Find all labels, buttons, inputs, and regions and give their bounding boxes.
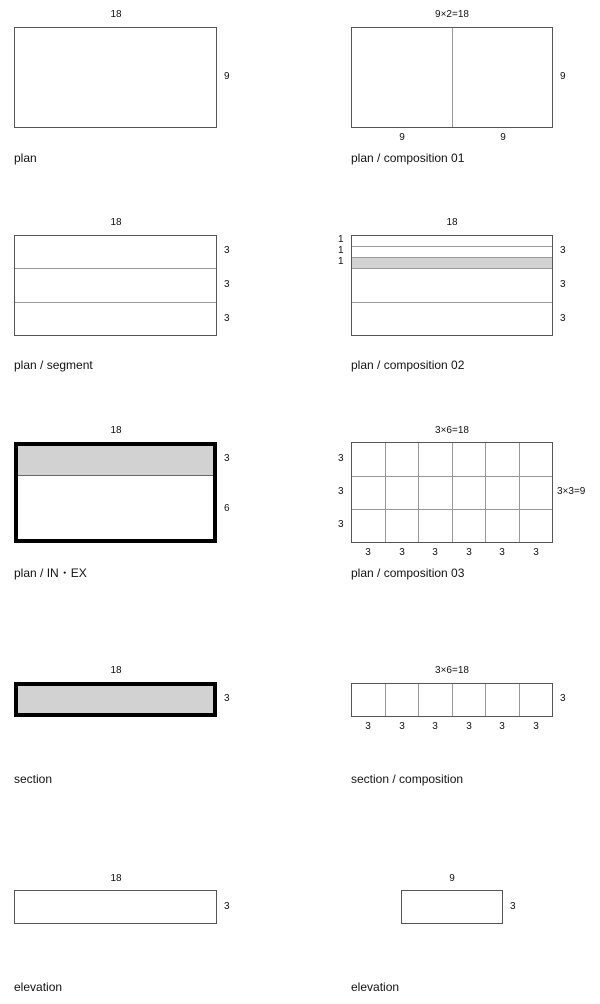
elevation-left-width-label: 18 (110, 873, 122, 884)
section-composition-divider-5 (519, 684, 520, 716)
section-composition-col-1-label: 3 (365, 721, 371, 732)
segment-row-2-label: 3 (224, 279, 230, 290)
segment-width-label: 18 (110, 217, 122, 228)
in-ex-row-1-label: 3 (224, 453, 230, 464)
section-caption: section (14, 772, 53, 786)
composition-03-col-4-label: 3 (466, 547, 472, 558)
composition-02-shaded-strip (352, 257, 552, 268)
composition-03-col-divider-1 (385, 443, 386, 542)
elevation-left-height-label: 3 (224, 901, 230, 912)
in-ex-row-2-label: 6 (224, 503, 230, 514)
composition-02-thin-divider-2 (352, 257, 552, 258)
composition-03-col-divider-4 (485, 443, 486, 542)
section-composition-divider-3 (452, 684, 453, 716)
composition-01-left-half-label: 9 (399, 132, 405, 143)
composition-02-thin-divider-1 (352, 246, 552, 247)
composition-03-col-divider-3 (452, 443, 453, 542)
segment-caption: plan / segment (14, 358, 93, 372)
elevation-right-rectangle (401, 890, 503, 924)
section-composition-divider-2 (418, 684, 419, 716)
section-composition-col-2-label: 3 (399, 721, 405, 732)
composition-02-row-3-label: 3 (560, 313, 566, 324)
section-composition-height-label: 3 (560, 693, 566, 704)
plan-caption: plan (14, 151, 37, 165)
section-composition-divider-4 (485, 684, 486, 716)
elevation-left-caption: elevation (14, 980, 63, 994)
composition-03-row-divider-2 (352, 509, 552, 510)
section-composition-col-5-label: 3 (499, 721, 505, 732)
segment-row-3-label: 3 (224, 313, 230, 324)
composition-02-divider-3 (352, 268, 552, 269)
section-width-label: 18 (110, 665, 122, 676)
composition-03-width-label: 3×6=18 (435, 425, 469, 436)
plan-rectangle (14, 27, 217, 128)
in-ex-shaded-band (18, 446, 213, 475)
composition-01-width-label: 9×2=18 (435, 9, 469, 20)
composition-03-row-2-label: 3 (338, 486, 344, 497)
composition-02-thin-row-1-label: 1 (338, 234, 344, 245)
composition-02-width-label: 18 (446, 217, 458, 228)
composition-02-thin-row-3-label: 1 (338, 256, 344, 267)
in-ex-caption: plan / IN・EX (14, 566, 87, 580)
elevation-right-caption: elevation (351, 980, 400, 994)
plan-width-label: 18 (110, 9, 122, 20)
segment-divider-1 (15, 268, 216, 269)
segment-rectangle (14, 235, 217, 336)
composition-02-caption: plan / composition 02 (351, 358, 465, 372)
composition-03-col-3-label: 3 (432, 547, 438, 558)
composition-02-divider-4 (352, 302, 552, 303)
elevation-right-width-label: 9 (449, 873, 455, 884)
segment-divider-2 (15, 302, 216, 303)
composition-02-rectangle (351, 235, 553, 336)
composition-02-row-1-label: 3 (560, 245, 566, 256)
section-composition-divider-1 (385, 684, 386, 716)
plan-height-label: 9 (224, 71, 230, 82)
elevation-right-height-label: 3 (510, 901, 516, 912)
in-ex-divider (18, 475, 213, 476)
composition-03-col-1-label: 3 (365, 547, 371, 558)
composition-02-row-2-label: 3 (560, 279, 566, 290)
section-composition-width-label: 3×6=18 (435, 665, 469, 676)
composition-03-height-label: 3×3=9 (557, 486, 586, 497)
composition-03-row-1-label: 3 (338, 453, 344, 464)
composition-01-divider (452, 28, 453, 127)
section-height-label: 3 (224, 693, 230, 704)
elevation-left-rectangle (14, 890, 217, 924)
section-composition-caption: section / composition (351, 772, 464, 786)
section-rectangle (14, 682, 217, 717)
composition-02-thin-row-2-label: 1 (338, 245, 344, 256)
composition-01-right-half-label: 9 (500, 132, 506, 143)
composition-03-caption: plan / composition 03 (351, 566, 465, 580)
composition-01-height-label: 9 (560, 71, 566, 82)
composition-03-col-divider-2 (418, 443, 419, 542)
composition-03-col-6-label: 3 (533, 547, 539, 558)
section-composition-col-4-label: 3 (466, 721, 472, 732)
composition-03-col-2-label: 3 (399, 547, 405, 558)
composition-03-col-5-label: 3 (499, 547, 505, 558)
composition-03-row-divider-1 (352, 476, 552, 477)
section-composition-col-6-label: 3 (533, 721, 539, 732)
composition-03-col-divider-5 (519, 443, 520, 542)
section-composition-col-3-label: 3 (432, 721, 438, 732)
in-ex-width-label: 18 (110, 425, 122, 436)
composition-03-row-3-label: 3 (338, 519, 344, 530)
segment-row-1-label: 3 (224, 245, 230, 256)
composition-01-caption: plan / composition 01 (351, 151, 465, 165)
